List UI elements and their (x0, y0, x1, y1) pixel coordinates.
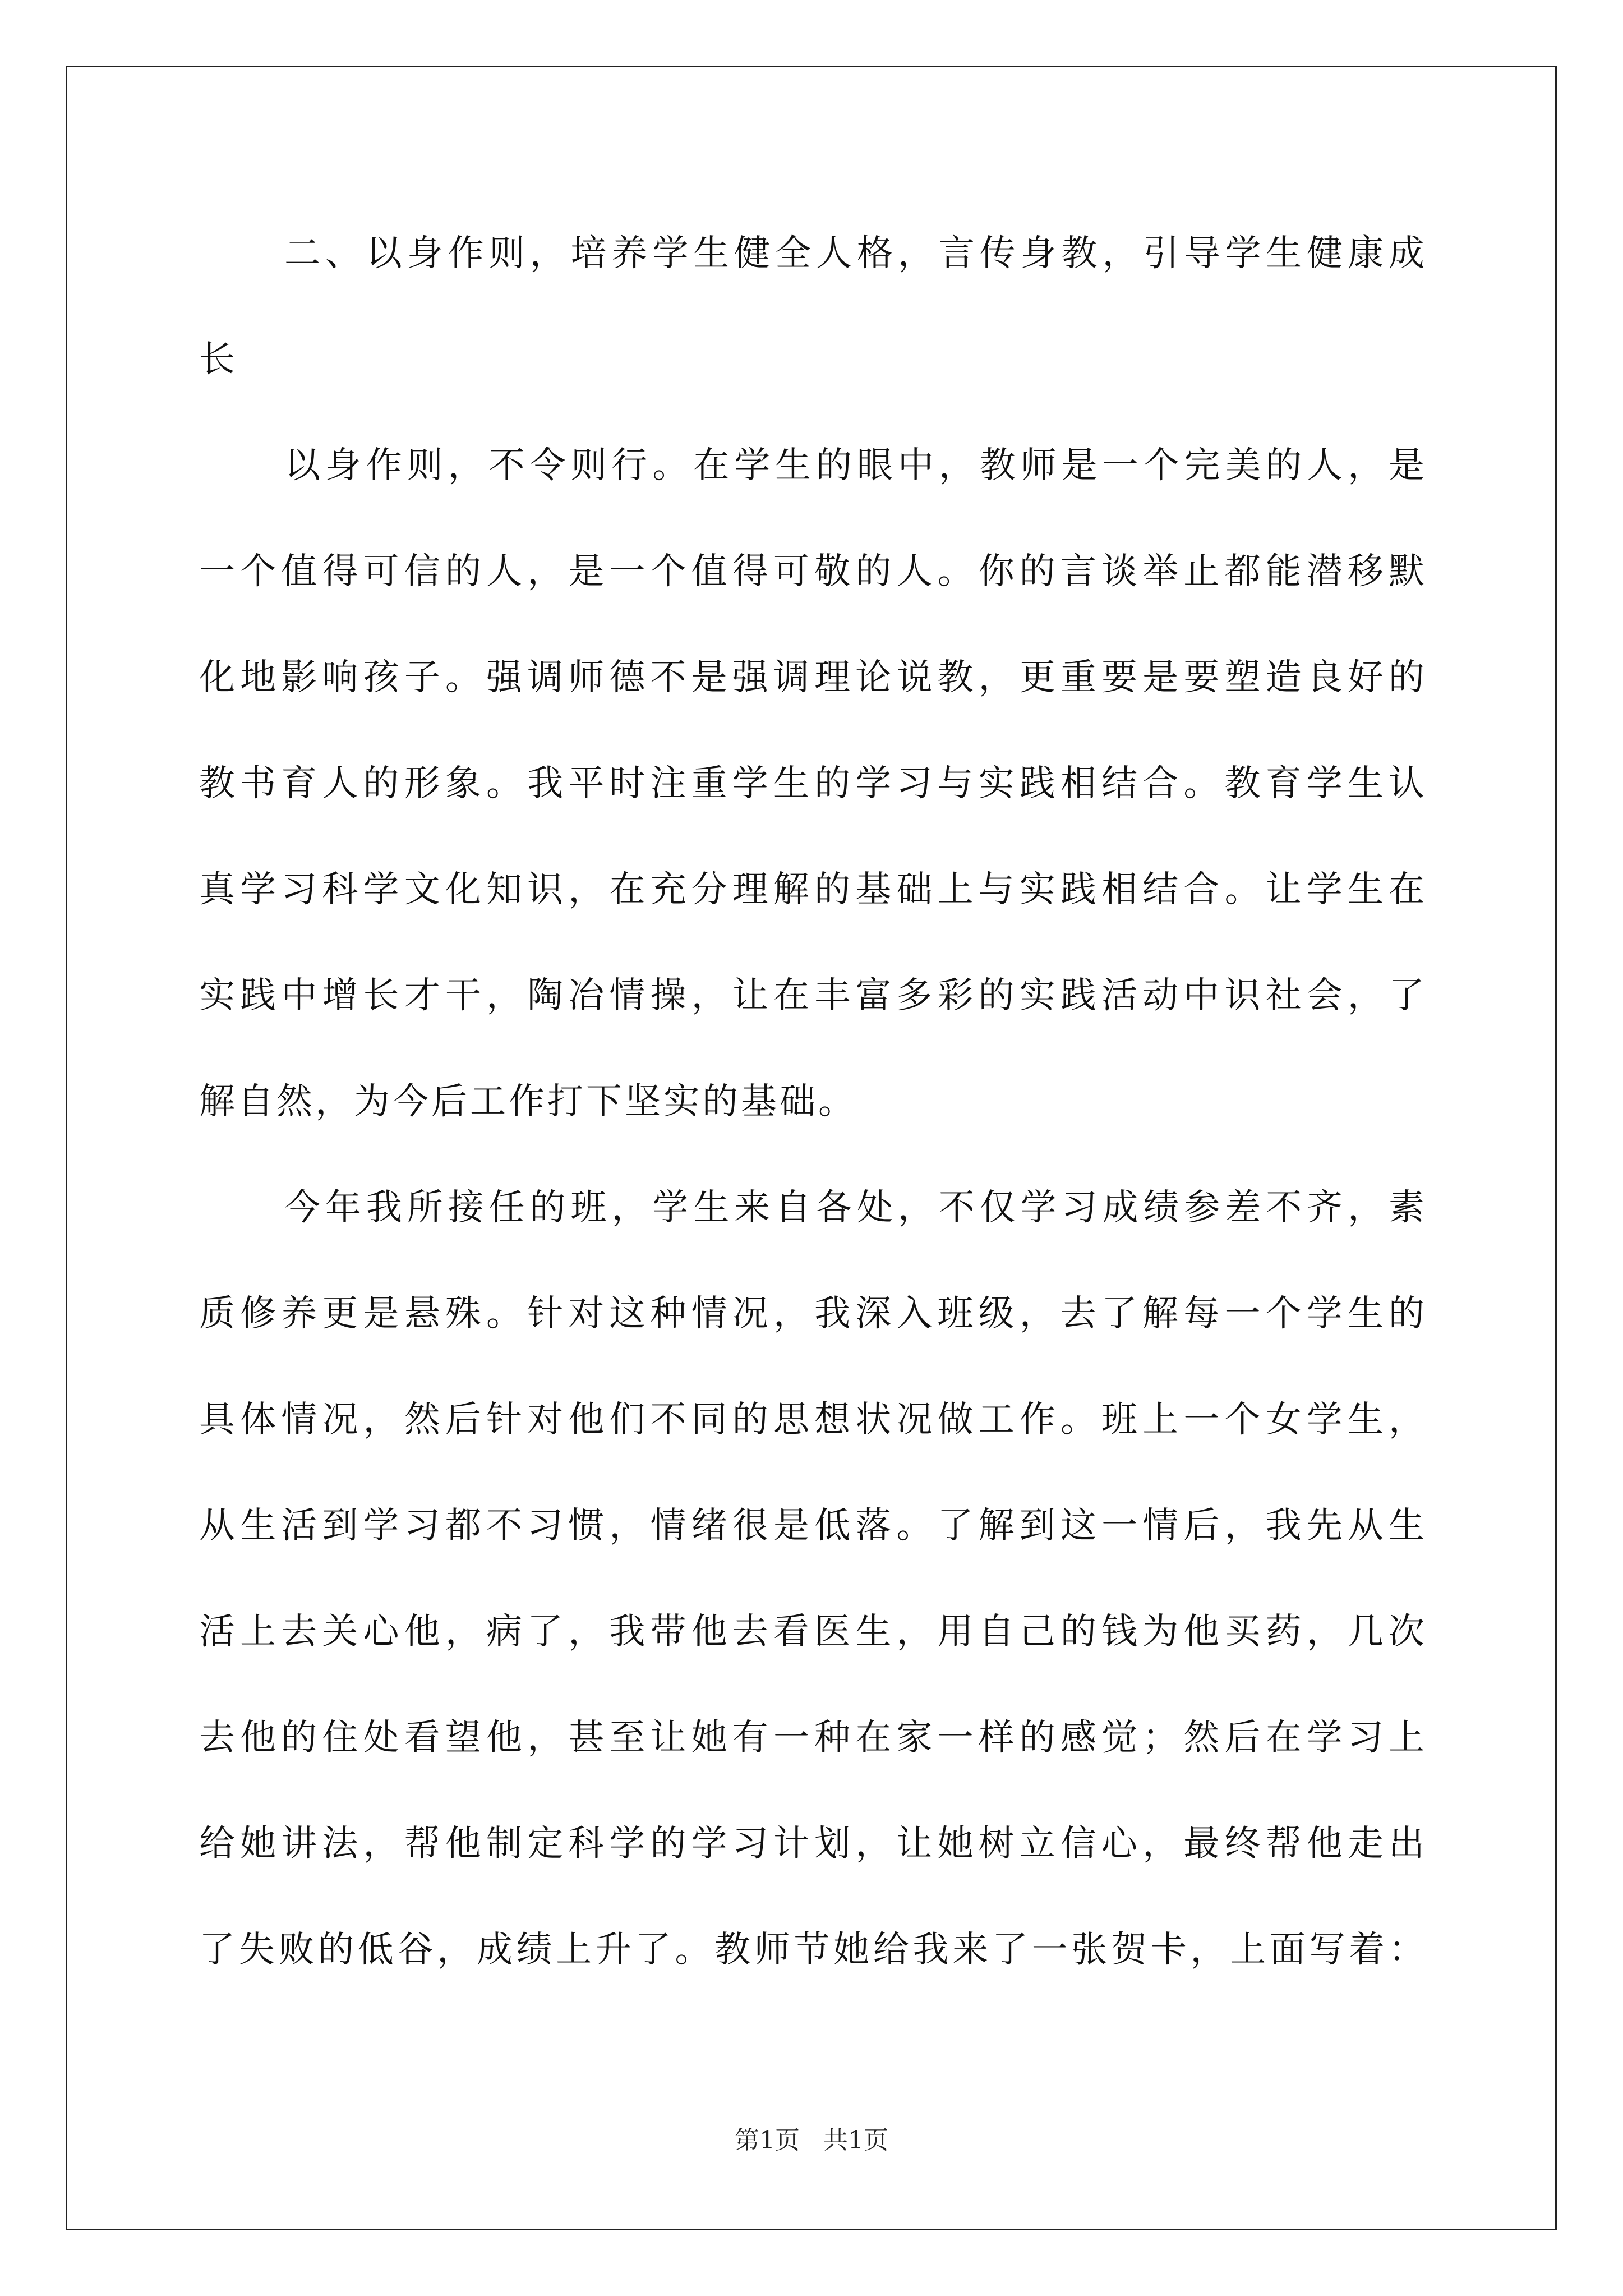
paragraph-3-line-2: 质修养更是悬殊。针对这种情况，我深入班级，去了解每一个学生的 (199, 1293, 1427, 1335)
paragraph-2-line-5: 真学习科学文化知识，在充分理解的基础上与实践相结合。让学生在 (199, 869, 1427, 910)
paragraph-2-line-6: 实践中增长才干，陶冶情操，让在丰富多彩的实践活动中识社会，了 (199, 975, 1427, 1016)
page-number: 第1页 (735, 2126, 800, 2155)
paragraph-1-line-2: 长 (199, 339, 238, 380)
page-border (66, 66, 1557, 2230)
paragraph-3-line-1: 今年我所接任的班，学生来自各处，不仅学习成绩参差不齐，素 (284, 1187, 1427, 1228)
paragraph-1-line-1: 二、以身作则，培养学生健全人格，言传身教，引导学生健康成 (284, 233, 1427, 274)
paragraph-3-line-6: 去他的住处看望他，甚至让她有一种在家一样的感觉；然后在学习上 (199, 1717, 1427, 1759)
paragraph-3-line-5: 活上去关心他，病了，我带他去看医生，用自己的钱为他买药，几次 (199, 1611, 1427, 1653)
paragraph-2-line-1: 以身作则，不令则行。在学生的眼中，教师是一个完美的人，是 (284, 445, 1427, 486)
page-total: 共1页 (823, 2126, 888, 2155)
paragraph-2-line-4: 教书育人的形象。我平时注重学生的学习与实践相结合。教育学生认 (199, 763, 1427, 804)
page-footer (0, 2125, 1623, 2156)
paragraph-2-line-2: 一个值得可信的人，是一个值得可敬的人。你的言谈举止都能潜移默 (199, 551, 1427, 592)
paragraph-2-line-7: 解自然，为今后工作打下坚实的基础。 (199, 1081, 857, 1122)
paragraph-3-line-4: 从生活到学习都不习惯，情绪很是低落。了解到这一情后，我先从生 (199, 1505, 1427, 1547)
paragraph-3-line-7: 给她讲法，帮他制定科学的学习计划，让她树立信心，最终帮他走出 (199, 1823, 1427, 1865)
paragraph-3-line-8: 了失败的低谷，成绩上升了。教师节她给我来了一张贺卡，上面写着： (199, 1929, 1427, 1971)
paragraph-3-line-3: 具体情况，然后针对他们不同的思想状况做工作。班上一个女学生， (199, 1399, 1427, 1441)
paragraph-2-line-3: 化地影响孩子。强调师德不是强调理论说教，更重要是要塑造良好的 (199, 657, 1427, 698)
